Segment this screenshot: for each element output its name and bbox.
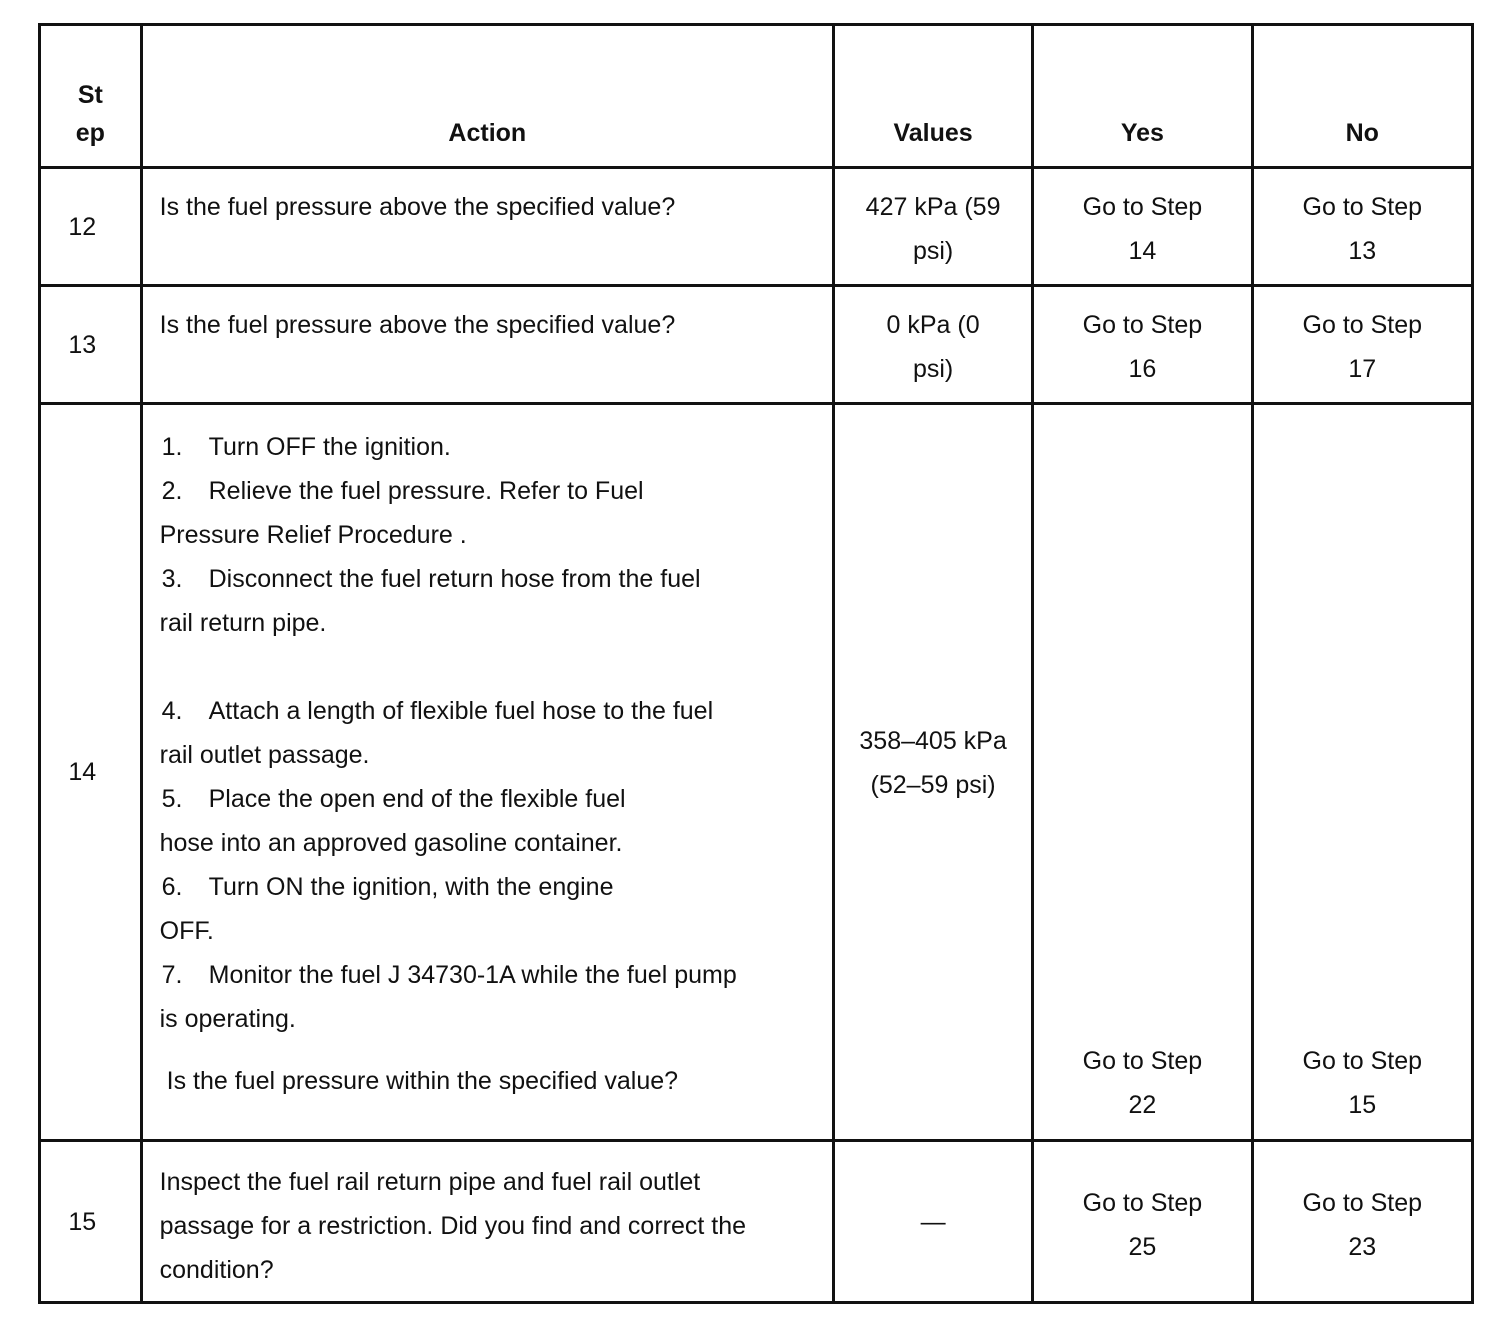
step-number: 13 bbox=[40, 286, 142, 404]
table-row bbox=[40, 168, 1473, 286]
header-values: Values bbox=[833, 25, 1032, 168]
list-item-text: Turn OFF the ignition. bbox=[208, 433, 451, 461]
list-item-text: Turn ON the ignition, with the engine OFF. bbox=[159, 873, 614, 945]
list-item bbox=[160, 953, 812, 1041]
list-item bbox=[160, 425, 812, 469]
values-cell: 0 kPa (0 psi) bbox=[833, 286, 1032, 404]
step-number: 15 bbox=[40, 1141, 142, 1303]
list-item-number: 2. bbox=[161, 477, 183, 505]
yes-cell: Go to Step 25 bbox=[1033, 1141, 1252, 1303]
procedure-table bbox=[38, 23, 1474, 1304]
list-item bbox=[160, 865, 812, 953]
no-cell: Go to Step 23 bbox=[1252, 1141, 1472, 1303]
list-item-number: 5. bbox=[161, 785, 183, 813]
table-row bbox=[40, 286, 1473, 404]
header-yes: Yes bbox=[1033, 25, 1252, 168]
action-text: Is the fuel pressure above the specified value? bbox=[141, 286, 833, 404]
list-item bbox=[160, 689, 812, 777]
values-cell: — bbox=[833, 1141, 1032, 1303]
list-item-text: Monitor the fuel J 34730-1A while the fuel pump is operating. bbox=[159, 961, 737, 1033]
values-cell: 427 kPa (59 psi) bbox=[833, 168, 1032, 286]
question-text: Is the fuel pressure within the specified value? bbox=[166, 1067, 679, 1095]
action-list bbox=[141, 404, 833, 1141]
list-item-text: Place the open end of the flexible fuel hose into an approved gasoline container. bbox=[159, 785, 626, 857]
list-item-number: 3. bbox=[161, 565, 183, 593]
header-no: No bbox=[1252, 25, 1472, 168]
list-item-text: Relieve the fuel pressure. Refer to Fuel Pressure Relief Procedure . bbox=[159, 477, 644, 549]
list-item bbox=[160, 469, 812, 557]
table-row bbox=[40, 404, 1473, 1141]
action-text: Is the fuel pressure above the specified value? bbox=[141, 168, 833, 286]
list-item bbox=[160, 777, 812, 865]
table-header-row bbox=[40, 25, 1473, 168]
header-step bbox=[40, 25, 142, 168]
yes-cell: Go to Step 22 bbox=[1033, 404, 1252, 1141]
list-item-number: 4. bbox=[161, 697, 183, 725]
header-step-line2: ep bbox=[75, 119, 105, 147]
list-item-number: 7. bbox=[161, 961, 183, 989]
list-item-number: 6. bbox=[161, 873, 183, 901]
spacer bbox=[160, 645, 812, 689]
header-action: Action bbox=[141, 25, 833, 168]
list-item-text: Attach a length of flexible fuel hose to the fuel rail outlet passage. bbox=[159, 697, 714, 769]
values-cell: 358–405 kPa (52–59 psi) bbox=[833, 404, 1032, 1141]
no-cell: Go to Step 13 bbox=[1252, 168, 1472, 286]
step-number: 14 bbox=[40, 404, 142, 1141]
no-cell: Go to Step 17 bbox=[1252, 286, 1472, 404]
yes-cell: Go to Step 16 bbox=[1033, 286, 1252, 404]
yes-cell: Go to Step 14 bbox=[1033, 168, 1252, 286]
list-item-number: 1. bbox=[161, 433, 183, 461]
action-text: Inspect the fuel rail return pipe and fuel rail outlet passage for a restriction. Did you find and correct the condition? bbox=[141, 1141, 833, 1303]
step-number: 12 bbox=[40, 168, 142, 286]
list-item-text: Disconnect the fuel return hose from the fuel rail return pipe. bbox=[159, 565, 701, 637]
list-item bbox=[160, 557, 812, 645]
table-row bbox=[40, 1141, 1473, 1303]
no-cell: Go to Step 15 bbox=[1252, 404, 1472, 1141]
header-step-line1: St bbox=[77, 81, 103, 109]
